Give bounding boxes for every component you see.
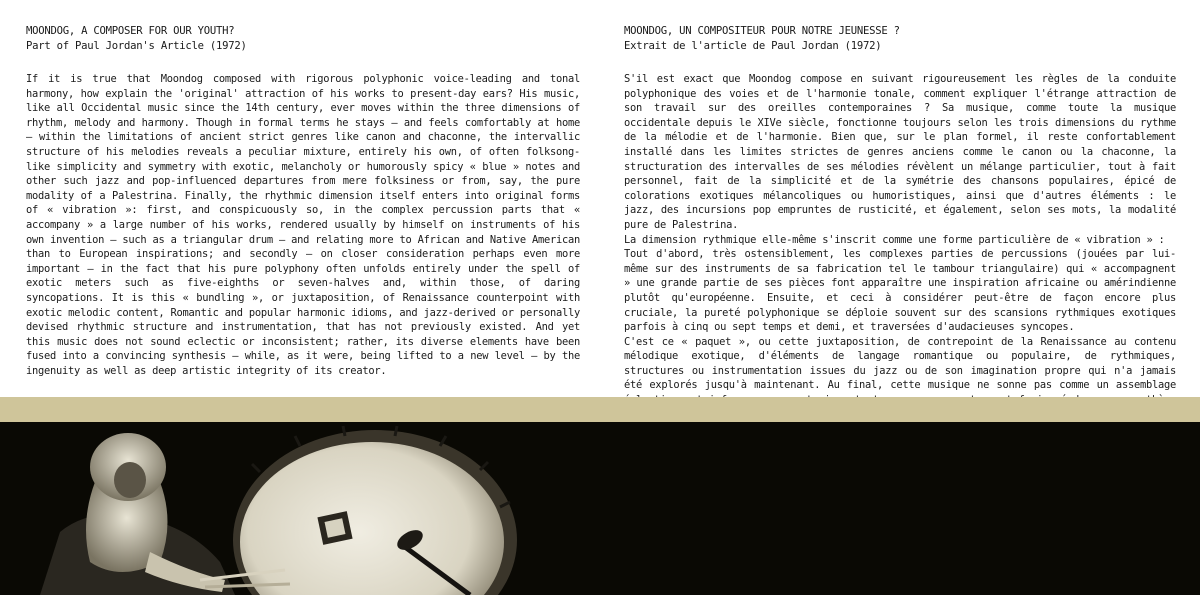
english-paragraph-1: If it is true that Moondog composed with rigorous polyphonic voice-leading and tonal harmony, how explain the 'original' attraction of his works to present-day ears? His music, like all Occidental music since the 14th century, ever moves within the three dimensions of rhythm, melody and harmony. Though in formal terms he stays — and feels comfortably at home — within the limitations of ancient strict genres like canon and chaconne, the intervallic structure of his melodies reveals a peculiar mixture, entirely his own, of often folksong-like simplicity and symmetry with exotic, melancholy or humorously spicy « blue » notes and other such jazz and pop-influenced departures from mere folksiness or from, say, the pure modality of a Palestrina. Finally, the rhythmic dimension itself enters into original forms of « vibration »: first, and conspicuously so, in the complex percussion parts that « accompany » a large number of his works, rendered usually by himself on instruments of his own invention — such as a triangular drum — and relating more to African and Native American than to European inspirations; and secondly — on closer consideration perhaps even more important — in the fact that his pure polyphony often unfolds entirely under the spell of exotic meters such as five-eighths or seven-halves and, within those, of daring syncopations. It is this « bundling », or juxtaposition, of Renaissance counterpoint with exotic melodic content, Romantic and popular harmonic idioms, and jazz-derived or personally devised rhythmic structure and instrumentation, that has not previously existed. And yet this music does not sound eclectic or inconsistent; rather, its diverse elements have been fused into a convincing synthesis — while, as it were, being lifted to a new level — by the ingenuity as well as deep artistic integrity of its creator.: [26, 73, 580, 377]
french-paragraph-1: S'il est exact que Moondog compose en suivant rigoureusement les règles de la conduite polyphonique des voies et de l'harmonie tonale, comment expliquer l'étrange attraction de son travail sur des oreilles contemporaines ? Sa musique, comme toute la musique occidentale depuis le XIVe siècle, fonctionne toujours selon les trois dimensions du rythme de la mélodie et de l'harmonie. Bien que, sur le plan formel, il reste confortablement installé dans les limites strictes de genres anciens comme le canon ou la chaconne, la structuration des intervalles de ses mélodies révèlent un mélange particulier, tout à fait personnel, fait de la simplicité et de la symétrie des chansons populaires, épicé de colorations exotiques mélancoliques ou humoristiques, ainsi que d'autres éléments : le jazz, des incursions pop empruntes de rusticité, et également, selon ses mots, la modalité pure de Palestrina.: [624, 73, 1176, 231]
photo-illustration: [0, 422, 1200, 595]
french-title: MOONDOG, UN COMPOSITEUR POUR NOTRE JEUNESSE ?: [624, 25, 900, 37]
french-paragraph-3: Tout d'abord, très ostensiblement, les complexes parties de percussions (jouées par lui-même sur des instruments de sa fabrication tel le tambour triangulaire) qui « accompagnent » une grande partie de ses pièces font apparaître une inspiration africaine ou amérindienne plutôt qu'européenne. Ensuite, et ceci à considérer peut-être de façon encore plus cruciale, la pureté polyphonique se déploie souvent sur des scansions rythmiques exotiques parfois à cinq ou sept temps et demi, et traversées d'audacieuses syncopes.: [624, 248, 1176, 334]
english-subtitle: Part of Paul Jordan's Article (1972): [26, 40, 247, 52]
english-column: [26, 24, 580, 378]
photo-moondog-drum: [0, 422, 1200, 595]
tan-divider-band: [0, 397, 1200, 422]
french-subtitle: Extrait de l'article de Paul Jordan (1972): [624, 40, 882, 52]
french-paragraph-2: La dimension rythmique elle-même s'inscrit comme une forme particulière de « vibration » :: [624, 233, 1165, 246]
french-body: [624, 72, 1176, 437]
english-title: MOONDOG, A COMPOSER FOR OUR YOUTH?: [26, 25, 235, 37]
english-body: [26, 72, 580, 378]
french-paragraph-4: C'est ce « paquet », ou cette juxtaposition, de contrepoint de la Renaissance au contenu mélodique exotique, d'éléments de langage romantique ou populaire, de rythmiques, structures ou instrumentation issues du jazz ou de son imagination propre qui n'a jamais été explorés jusqu'à maintenant. Au final, cette musique ne sonne pas comme un assemblage: [624, 335, 1176, 392]
french-column: [624, 24, 1176, 437]
